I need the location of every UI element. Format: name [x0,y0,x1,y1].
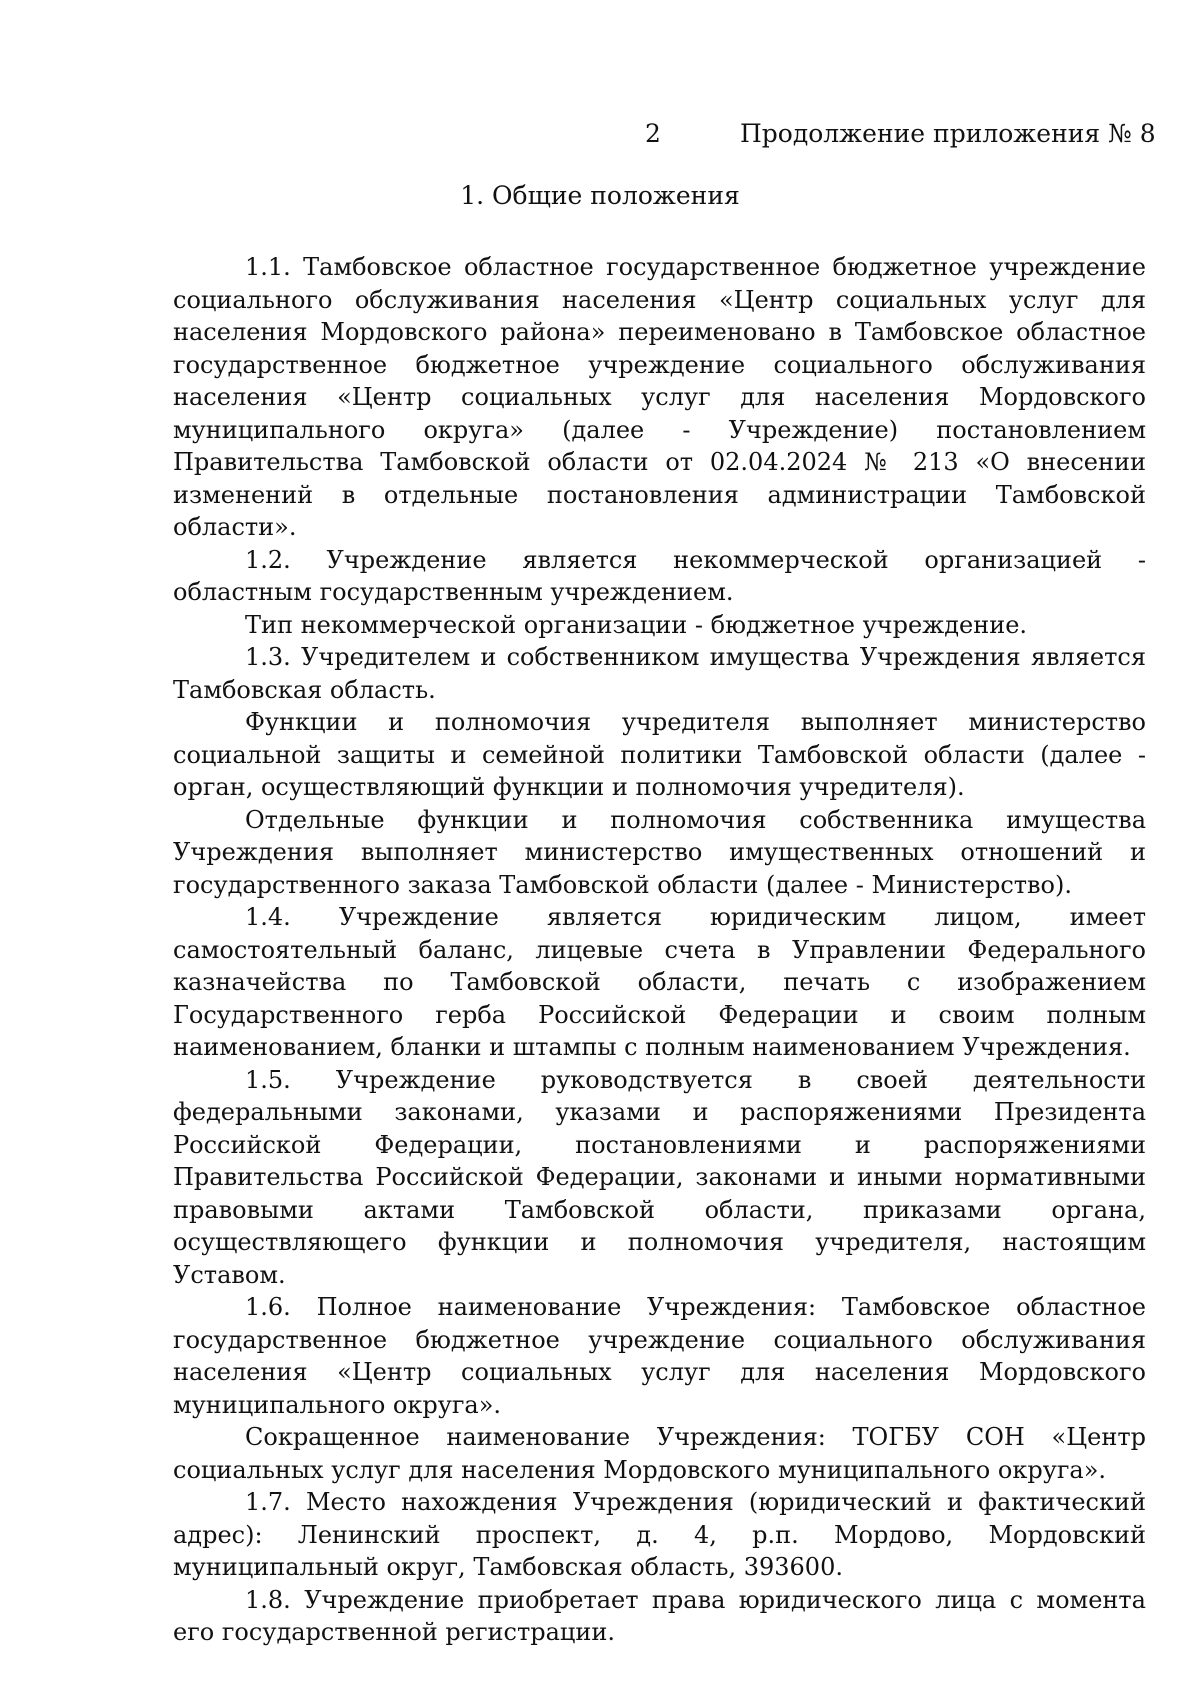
section-title: 1. Общие положения [460,181,740,210]
paragraph-1-4: 1.4. Учреждение является юридическим лицом, имеет самостоятельный баланс, лицевые счета в Управлении Федерального казначейства по Тамбовской области, печать с изображением Государственного герба Российской Федерации и своим полным наименованием, бланки и штампы с полным наименованием Учреждения. [173,903,1146,1061]
document-body [173,251,1146,1649]
paragraph-owner-functions: Отдельные функции и полномочия собственника имущества Учреждения выполняет министерство имущественных отношений и государственного заказа Тамбовской области (далее - Министерство). [173,805,1146,899]
paragraph-1-7: 1.7. Место нахождения Учреждения (юридический и фактический адрес): Ленинский проспект, д. 4, р.п. Мордово, Мордовский муниципальный округ, Тамбовская область, 393600. [173,1488,1146,1581]
page-number: 2 [645,119,661,148]
paragraph-founder-functions: Функции и полномочия учредителя выполняет министерство социальной защиты и семейной политики Тамбовской области (далее - орган, осуществляющий функции и полномочия учредителя). [173,708,1146,801]
paragraph-1-5: 1.5. Учреждение руководствуется в своей деятельности федеральными законами, указами и распоряжениями Президента Российской Федерации, постановлениями и распоряжениями Правительства Российской Федерации, законами и иными нормативными правовыми актами Тамбовской области, приказами органа, осуществляющего функции и полномочия учредителя, настоящим Уставом. [173,1065,1146,1289]
paragraph-1-8: 1.8. Учреждение приобретает права юридического лица с момента его государственной регистрации. [173,1585,1146,1646]
paragraph-1-6: 1.6. Полное наименование Учреждения: Тамбовское областное государственное бюджетное учреждение социального обслуживания населения «Центр социальных услуг для населения Мордовского муниципального округа». [173,1293,1146,1419]
paragraph-nonprofit-type: Тип некоммерческой организации - бюджетное учреждение. [245,610,1028,639]
paragraph-short-name: Сокращенное наименование Учреждения: ТОГБУ СОН «Центр социальных услуг для населения Мордовского муниципального округа». [173,1423,1146,1484]
appendix-continuation-note: Продолжение приложения № 8 [740,119,1156,148]
paragraph-1-2: 1.2. Учреждение является некоммерческой организацией - областным государственным учреждением. [173,545,1146,606]
paragraph-1-3: 1.3. Учредителем и собственником имущества Учреждения является Тамбовская область. [173,643,1146,704]
paragraph-1-1: 1.1. Тамбовское областное государственное бюджетное учреждение социального обслуживания населения «Центр социальных услуг для населения Мордовского района» переименовано в Тамбовское областное государственное бюджетное учреждение социального обслуживания населения «Центр социальных услуг для населения Мордовского муниципального округа» (далее - Учреждение) постановлением Правительства Тамбовской области от 02.04.2024 № 213 «О внесении изменений в отдельные постановления администрации Тамбовской области». [173,253,1146,541]
